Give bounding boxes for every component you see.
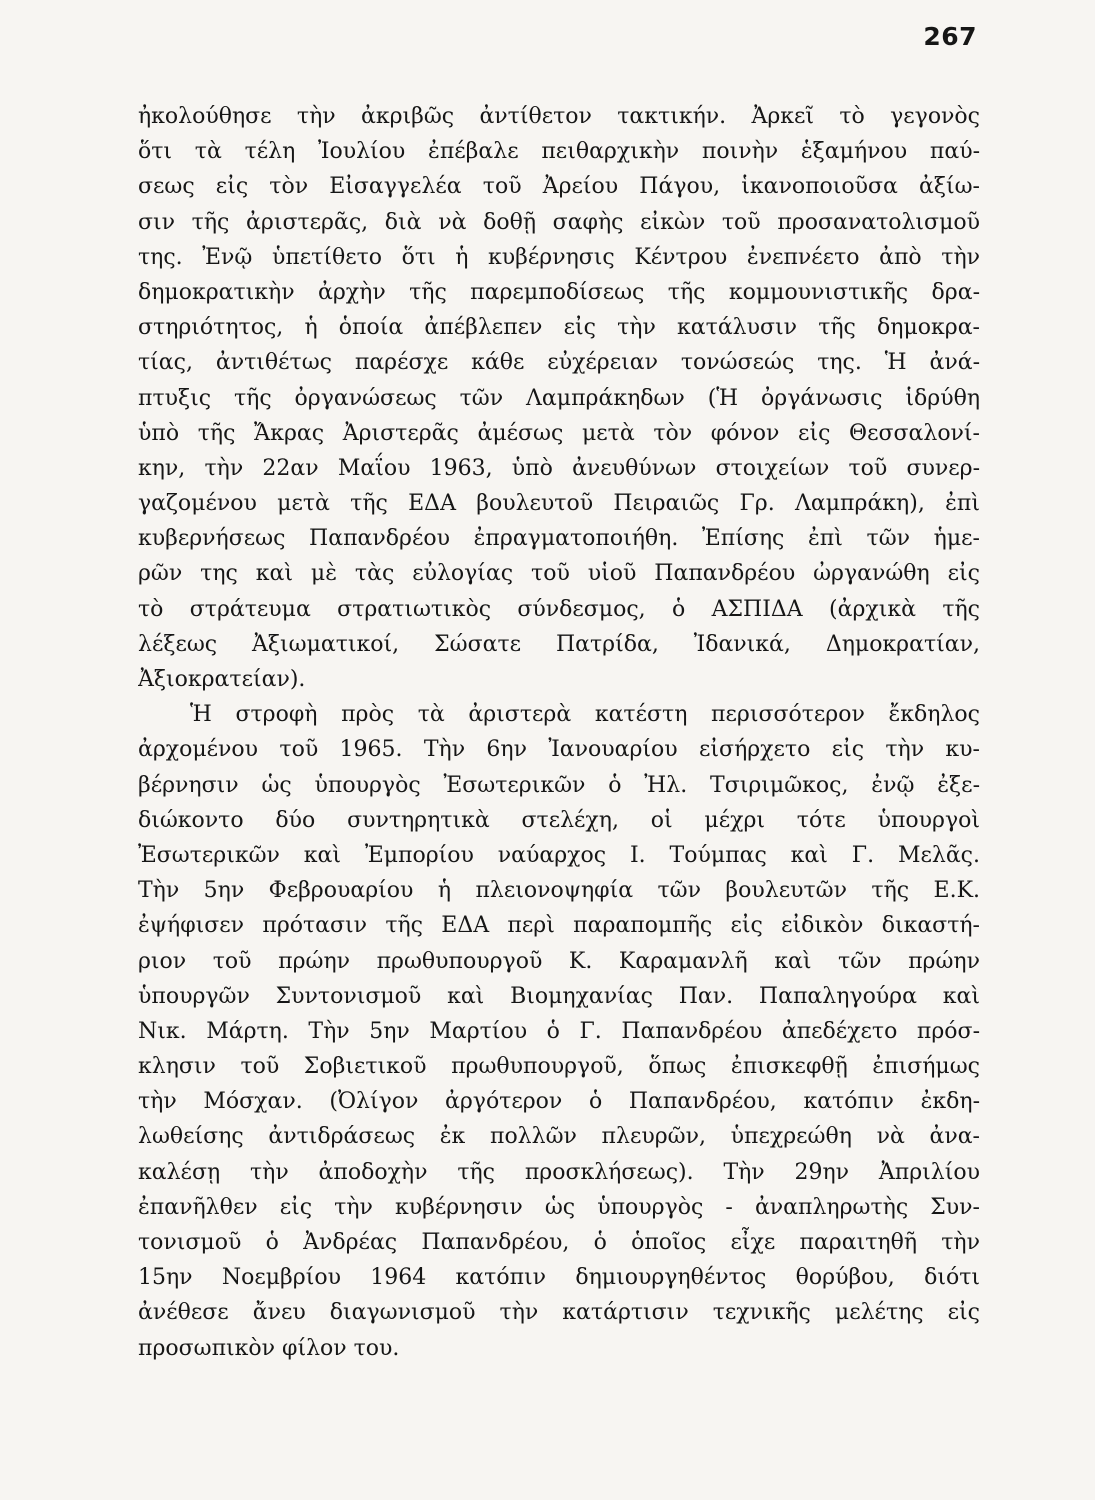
paragraph	[138, 99, 980, 697]
body-text	[138, 99, 980, 1366]
text-line: ὑπουργῶν Συντονισμοῦ καὶ Βιομηχανίας Παν. Παπαληγούρα καὶ	[138, 983, 980, 1009]
text-line: λωθείσης ἀντιδράσεως ἐκ πολλῶν πλευρῶν, ὑπεχρεώθη νὰ ἀνα-	[138, 1124, 980, 1150]
text-line: προσωπικὸν φίλον του.	[138, 1335, 400, 1361]
text-line: Ἡ στροφὴ πρὸς τὰ ἀριστερὰ κατέστη περισσότερον ἔκδηλος	[190, 702, 980, 728]
text-line: ἠκολούθησε τὴν ἀκριβῶς ἀντίθετον τακτικήν. Ἀρκεῖ τὸ γεγονὸς	[138, 104, 980, 129]
text-line: 15ην Νοεμβρίου 1964 κατόπιν δημιουργηθέντος θορύβου, διότι	[138, 1265, 980, 1291]
text-line: σιν τῆς ἀριστερᾶς, διὰ νὰ δοθῇ σαφὴς εἰκὼν τοῦ προσανατολισμοῦ	[138, 209, 980, 235]
text-line: γαζομένου μετὰ τῆς ΕΔΑ βουλευτοῦ Πειραιῶς Γρ. Λαμπράκη), ἐπὶ	[138, 491, 980, 517]
text-line: κυβερνήσεως Παπανδρέου ἐπραγματοποιήθη. Ἐπίσης ἐπὶ τῶν ἡμε-	[138, 526, 980, 552]
text-line: ριον τοῦ πρώην πρωθυπουργοῦ Κ. Καραμανλῆ καὶ τῶν πρώην	[138, 948, 980, 974]
paragraph	[138, 697, 980, 1366]
text-line: Τὴν 5ην Φεβρουαρίου ἡ πλειονοψηφία τῶν βουλευτῶν τῆς Ε.Κ.	[138, 878, 980, 904]
text-line: λέξεως Ἀξιωματικοί, Σώσατε Πατρίδα, Ἰδανικά, Δημοκρατίαν,	[138, 631, 980, 657]
text-line: της. Ἐνῷ ὑπετίθετο ὅτι ἡ κυβέρνησις Κέντρου ἐνεπνέετο ἀπὸ τὴν	[138, 244, 980, 270]
text-line: ὅτι τὰ τέλη Ἰουλίου ἐπέβαλε πειθαρχικὴν ποινὴν ἑξαμήνου παύ-	[138, 139, 980, 165]
text-line: τὸ στράτευμα στρατιωτικὸς σύνδεσμος, ὁ ΑΣΠΙΔΑ (ἀρχικὰ τῆς	[138, 596, 980, 622]
text-line: Νικ. Μάρτη. Τὴν 5ην Μαρτίου ὁ Γ. Παπανδρέου ἀπεδέχετο πρόσ-	[138, 1018, 980, 1044]
page-number: 267	[923, 22, 977, 51]
text-line: σεως εἰς τὸν Εἰσαγγελέα τοῦ Ἀρείου Πάγου, ἱκανοποιοῦσα ἀξίω-	[138, 174, 980, 200]
text-line: πτυξις τῆς ὀργανώσεως τῶν Λαμπράκηδων (Ἡ ὀργάνωσις ἱδρύθη	[138, 385, 980, 411]
text-line: ἐψήφισεν πρότασιν τῆς ΕΔΑ περὶ παραπομπῆς εἰς εἰδικὸν δικαστή-	[138, 913, 980, 939]
text-line: ἀνέθεσε ἄνευ διαγωνισμοῦ τὴν κατάρτισιν τεχνικῆς μελέτης εἰς	[138, 1300, 980, 1326]
text-line: κλησιν τοῦ Σοβιετικοῦ πρωθυπουργοῦ, ὅπως ἐπισκεφθῇ ἐπισήμως	[138, 1054, 980, 1080]
text-line: ὑπὸ τῆς Ἄκρας Ἀριστερᾶς ἀμέσως μετὰ τὸν φόνον εἰς Θεσσαλονί-	[138, 420, 980, 446]
text-line: τίας, ἀντιθέτως παρέσχε κάθε εὐχέρειαν τονώσεώς της. Ἡ ἀνά-	[138, 350, 980, 376]
text-line: Ἀξιοκρατείαν).	[138, 667, 306, 692]
text-line: ρῶν της καὶ μὲ τὰς εὐλογίας τοῦ υἱοῦ Παπανδρέου ὠργανώθη εἰς	[138, 561, 980, 587]
text-line: κην, τὴν 22αν Μαΐου 1963, ὑπὸ ἀνευθύνων στοιχείων τοῦ συνερ-	[138, 455, 980, 481]
text-line: βέρνησιν ὡς ὑπουργὸς Ἐσωτερικῶν ὁ Ἠλ. Τσιριμῶκος, ἐνῷ ἐξε-	[138, 772, 980, 798]
text-line: τὴν Μόσχαν. (Ὀλίγον ἀργότερον ὁ Παπανδρέου, κατόπιν ἐκδη-	[138, 1089, 980, 1115]
text-line: διώκοντο δύο συντηρητικὰ στελέχη, οἱ μέχρι τότε ὑπουργοὶ	[138, 807, 980, 833]
text-line: στηριότητος, ἡ ὁποία ἀπέβλεπεν εἰς τὴν κατάλυσιν τῆς δημοκρα-	[138, 315, 980, 341]
text-line: ἐπανῆλθεν εἰς τὴν κυβέρνησιν ὡς ὑπουργὸς - ἀναπληρωτὴς Συν-	[138, 1194, 980, 1220]
text-line: καλέσῃ τὴν ἀποδοχὴν τῆς προσκλήσεως). Τὴν 29ην Ἀπριλίου	[138, 1159, 980, 1185]
text-line: Ἐσωτερικῶν καὶ Ἐμπορίου ναύαρχος Ι. Τούμπας καὶ Γ. Μελᾶς.	[138, 842, 980, 868]
text-line: δημοκρατικὴν ἀρχὴν τῆς παρεμποδίσεως τῆς κομμουνιστικῆς δρα-	[138, 279, 980, 305]
text-line: ἀρχομένου τοῦ 1965. Τὴν 6ην Ἰανουαρίου εἰσήρχετο εἰς τὴν κυ-	[138, 737, 980, 763]
text-line: τονισμοῦ ὁ Ἀνδρέας Παπανδρέου, ὁ ὁποῖος εἶχε παραιτηθῆ τὴν	[138, 1230, 980, 1255]
